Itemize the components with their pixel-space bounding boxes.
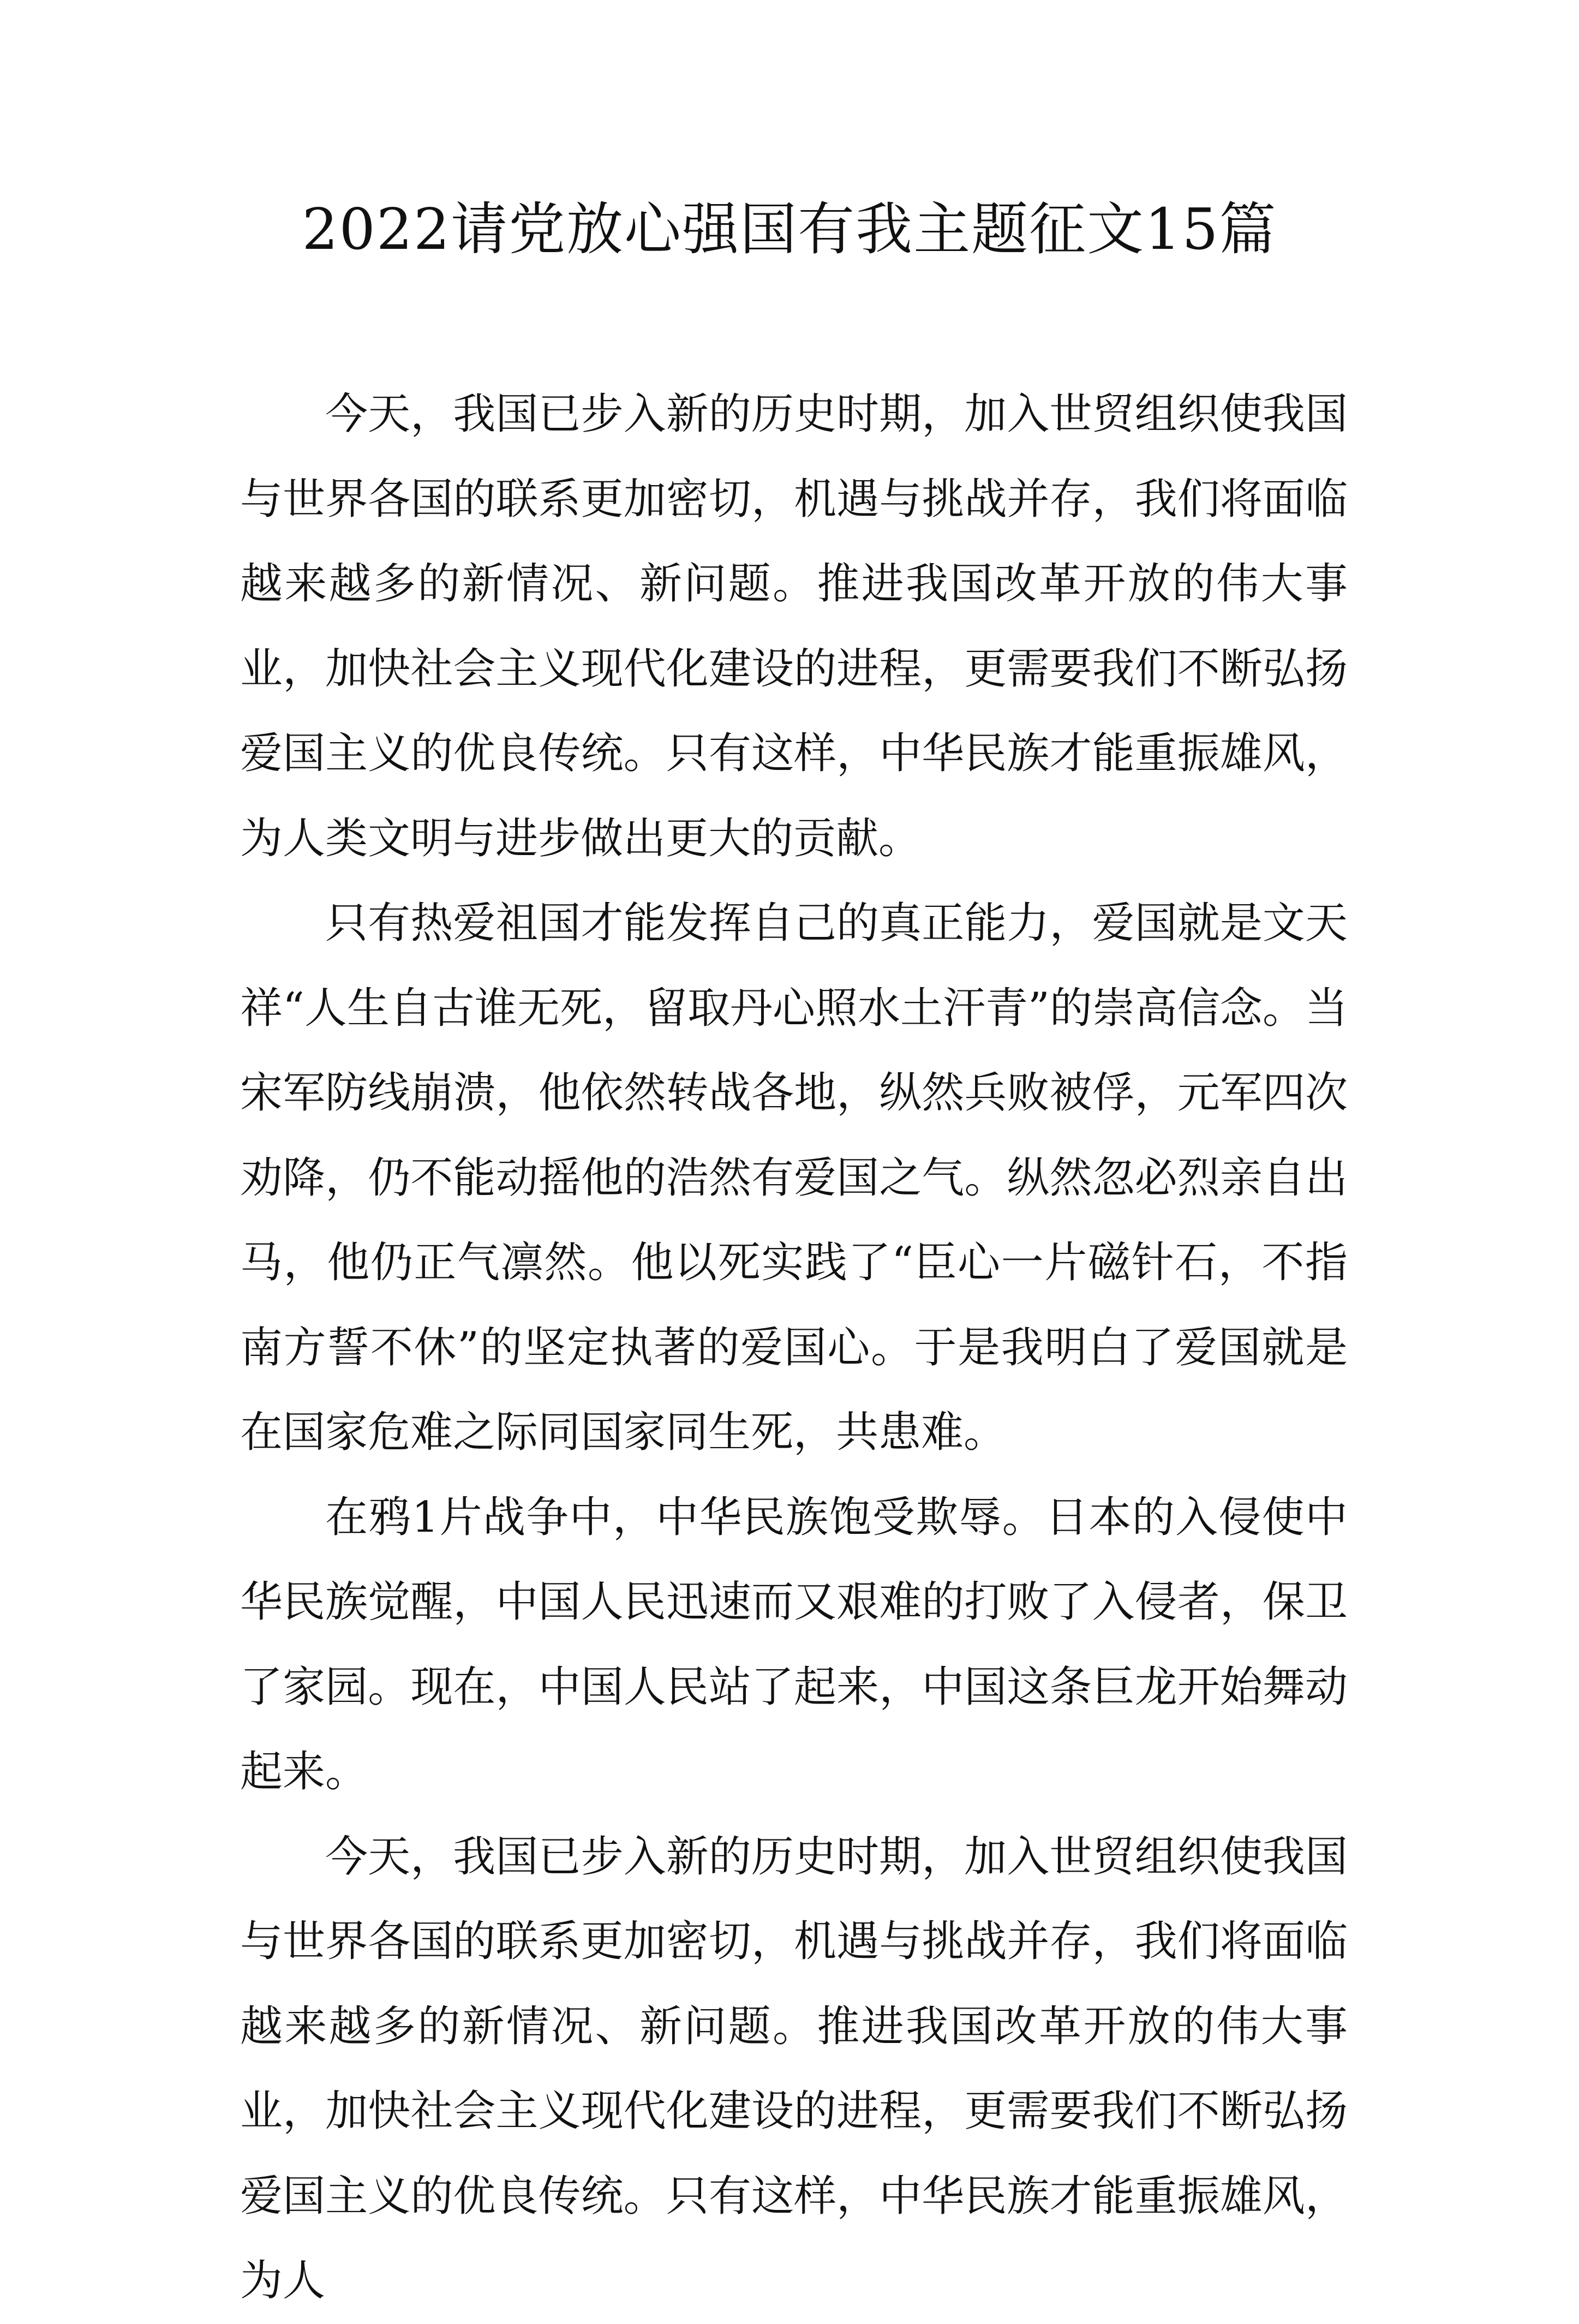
paragraph-1: 今天，我国已步入新的历史时期，加入世贸组织使我国与世界各国的联系更加密切，机遇与挑战并存，我们将面临越来越多的新情况、新问题。推进我国改革开放的伟大事业，加快社会主义现代化建设的进程，更需要我们不断弘扬爱国主义的优良传统。只有这样，中华民族才能重振雄风，为人类文明与进步做出更大的贡献。	[240, 390, 1348, 863]
paragraph-4: 今天，我国已步入新的历史时期，加入世贸组织使我国与世界各国的联系更加密切，机遇与挑战并存，我们将面临越来越多的新情况、新问题。推进我国改革开放的伟大事业，加快社会主义现代化建设的进程，更需要我们不断弘扬爱国主义的优良传统。只有这样，中华民族才能重振雄风，为人	[240, 1832, 1348, 2305]
paragraph-3: 在鸦1片战争中，中华民族饱受欺辱。日本的入侵使中华民族觉醒，中国人民迅速而又艰难的打败了入侵者，保卫了家园。现在，中国人民站了起来，中国这条巨龙开始舞动起来。	[240, 1492, 1348, 1796]
document-body	[240, 372, 1348, 2324]
paragraph-2: 只有热爱祖国才能发挥自己的真正能力，爱国就是文天祥“人生自古谁无死，留取丹心照水土汗青”的崇高信念。当宋军防线崩溃，他依然转战各地，纵然兵败被俘，元军四次劝降，仍不能动摇他的浩然有爱国之气。纵然忽必烈亲自出马，他仍正气凛然。他以死实践了“臣心一片磁针石，不指南方誓不休”的坚定执著的爱国心。于是我明白了爱国就是在国家危难之际同国家同生死，共患难。	[240, 899, 1348, 1457]
document-title: 2022请党放心强国有我主题征文15篇	[302, 196, 1277, 262]
